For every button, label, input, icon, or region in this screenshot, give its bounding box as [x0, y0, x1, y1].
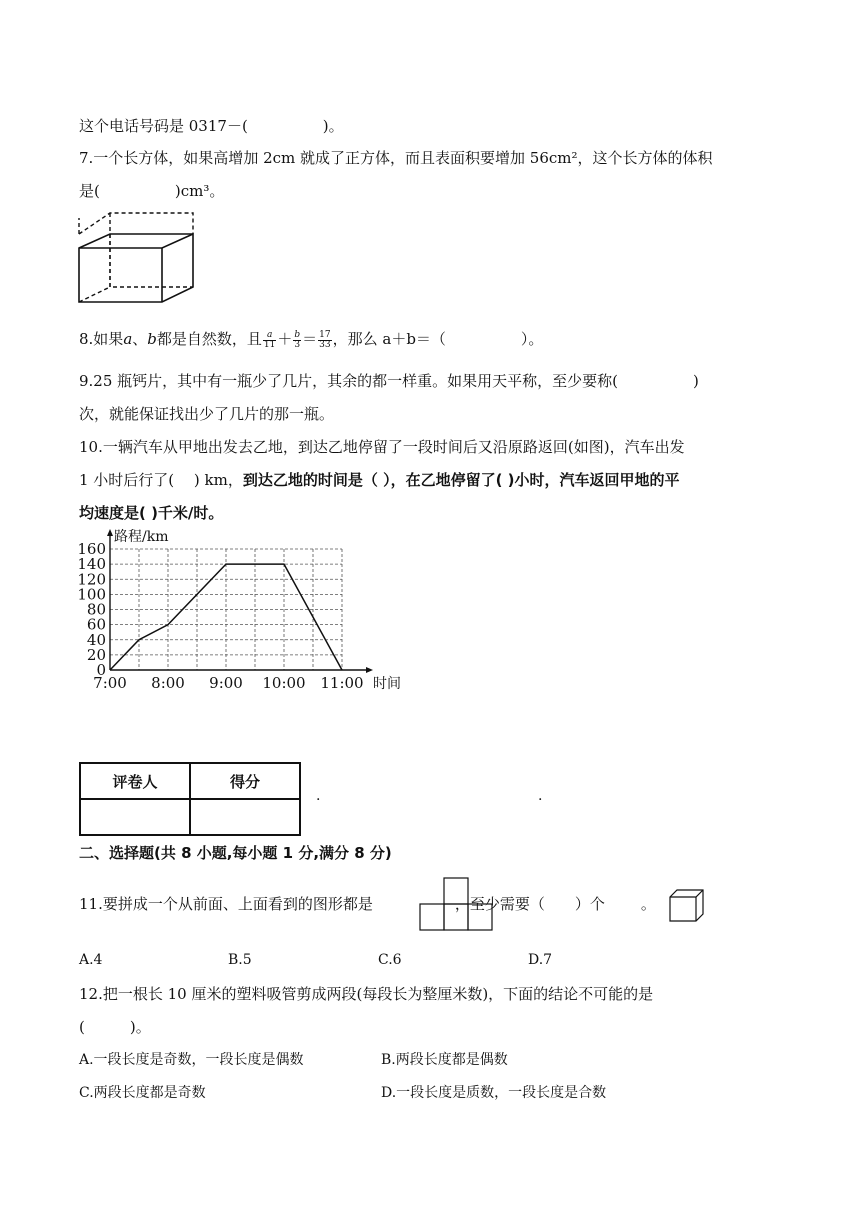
q8-sep: 、	[132, 330, 148, 348]
x-axis-arrow	[366, 667, 373, 673]
q8-fraction-1	[263, 331, 276, 350]
q10-line2-a: 1 小时后行了( ) km，	[79, 471, 243, 489]
grader-cell[interactable]	[80, 799, 190, 835]
x-tick-label-3: 10:00	[262, 674, 306, 692]
distance-time-chart	[72, 526, 412, 726]
grader-header: 评卷人	[80, 763, 190, 799]
y-tick-label-3: 60	[86, 615, 106, 634]
q9-line1: 9.25 瓶钙片，其中有一瓶少了几片，其余的都一样重。如果用天平称，至少要称( )	[79, 372, 699, 390]
frac2-numerator: b	[294, 329, 301, 340]
q12-option-b[interactable]: B.两段长度都是偶数	[381, 1052, 508, 1068]
q11-suffix1: ，至少需要（ ）个	[454, 895, 605, 913]
score-table	[79, 762, 301, 836]
q8-prefix: 8.如果	[79, 330, 124, 348]
y-axis-arrow	[107, 529, 113, 536]
frac1-numerator: a	[263, 331, 276, 341]
q11-prefix: 11.要拼成一个从前面、上面看到的图形都是	[79, 895, 373, 913]
q8-fraction-2	[293, 331, 301, 350]
y-tick-label-7: 140	[77, 555, 106, 574]
q8-var-a: a	[123, 330, 133, 348]
q8-fraction-3	[318, 331, 331, 350]
q11-line	[79, 894, 656, 914]
cube-icon	[667, 886, 707, 924]
q10-line2-b: 到达乙地的时间是（ ），在乙地停留了( )小时，汽车返回甲地的平	[242, 471, 680, 489]
section2-title: 二、选择题(共 8 小题,每小题 1 分,满分 8 分)	[79, 844, 392, 862]
q12-line1: 12.把一根长 10 厘米的塑料吸管剪成两段(每段长为整厘米数)，下面的结论不可能的是	[79, 985, 654, 1003]
score-header: 得分	[190, 763, 300, 799]
q8-suffix: ，那么 a＋b＝（ ）。	[332, 330, 544, 348]
q12-option-d[interactable]: D.一段长度是质数，一段长度是合数	[381, 1085, 607, 1101]
y-tick-label-4: 80	[86, 600, 106, 619]
q8-equals: ＝	[302, 330, 318, 348]
q7-line1: 7.一个长方体，如果高增加 2cm 就成了正方体，而且表面积要增加 56cm²，这个长方体的体积	[79, 149, 713, 167]
x-tick-label-4: 11:00	[320, 674, 364, 692]
q10-line2	[79, 470, 680, 490]
y-tick-label-8: 160	[77, 540, 106, 558]
q11-option-a[interactable]: A.4	[79, 952, 103, 968]
q11-option-d[interactable]: D.7	[528, 952, 553, 968]
score-cell[interactable]	[190, 799, 300, 835]
q11-option-c[interactable]: C.6	[378, 952, 402, 968]
cuboid-figure	[76, 210, 200, 306]
y-tick-label-6: 120	[77, 570, 106, 589]
y-axis-label: 路程/km	[114, 529, 169, 545]
x-tick-label-2: 9:00	[209, 674, 243, 692]
q8-mid: 都是自然数，且	[156, 330, 262, 348]
q12-line2: ( )。	[79, 1018, 151, 1036]
q12-option-a[interactable]: A.一段长度是奇数，一段长度是偶数	[79, 1052, 304, 1068]
y-tick-label-2: 40	[86, 630, 106, 649]
y-tick-label-0: 0	[96, 661, 106, 679]
q10-line1: 10.一辆汽车从甲地出发去乙地，到达乙地停留了一段时间后又沿原路返回(如图)，汽车出发	[79, 438, 685, 456]
q8-var-b: b	[147, 330, 157, 348]
q9-line2: 次，就能保证找出少了几片的那一瓶。	[79, 405, 335, 423]
frac1-denominator: 11	[263, 339, 276, 350]
q8-plus: ＋	[277, 330, 293, 348]
q10-line3: 均速度是( )千米/时。	[79, 504, 224, 522]
dot-mark-2: .	[538, 788, 543, 804]
q8-line	[79, 326, 543, 352]
q6-tail-text: 这个电话号码是 0317－( )。	[79, 117, 344, 135]
y-tick-label-5: 100	[77, 585, 106, 604]
q12-option-c[interactable]: C.两段长度都是奇数	[79, 1085, 206, 1101]
y-tick-label-1: 20	[86, 645, 106, 664]
q11-option-b[interactable]: B.5	[228, 952, 252, 968]
frac3-numerator: 17	[319, 329, 331, 340]
frac2-denominator: 3	[294, 339, 301, 350]
x-tick-label-0: 7:00	[93, 674, 127, 692]
frac3-denominator: 33	[319, 339, 331, 350]
dot-mark-1: .	[316, 788, 321, 804]
q11-suffix2: 。	[640, 895, 656, 913]
q7-line2: 是( )cm³。	[79, 182, 225, 200]
x-tick-label-1: 8:00	[151, 674, 185, 692]
view-shape-icon	[415, 876, 497, 932]
x-axis-label: 时间	[373, 676, 401, 692]
